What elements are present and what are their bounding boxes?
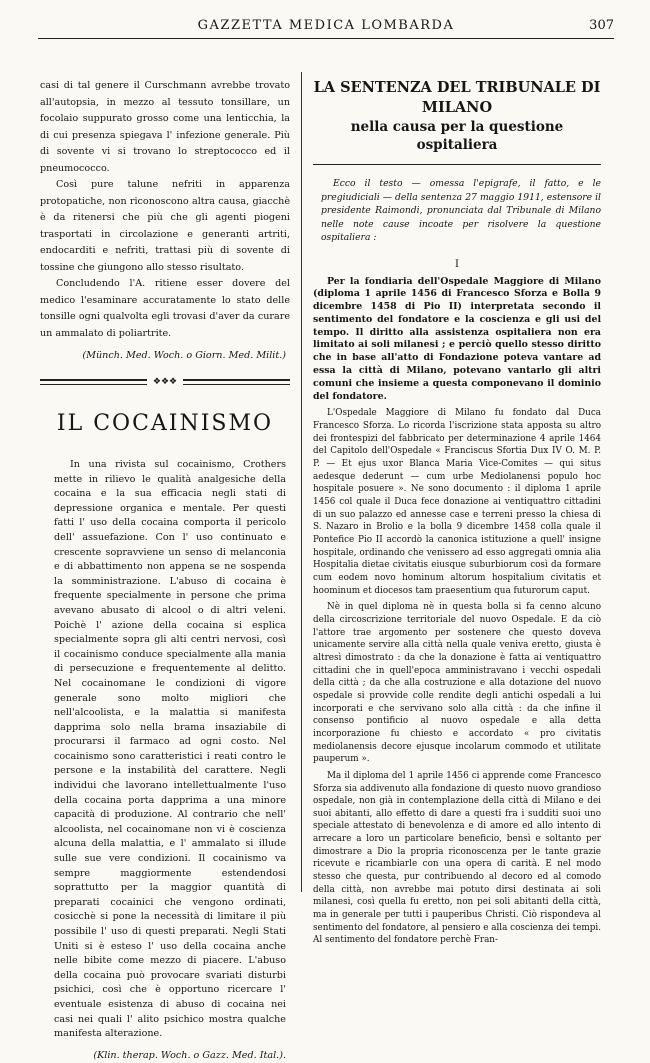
running-header (38, 6, 614, 46)
article-subtitle: nella causa per la questione ospitaliera (350, 119, 564, 153)
article-intro: Ecco il testo — omessa l'epigrafe, il fatto, e le pregiudiciali — della sentenza 27 maggio 1911, estensore il presidente Raimondi, pronunciata dal Tribunale di Milano nelle note cause incoate per risolvere la questione ospitaliera : (321, 178, 601, 243)
tonsil-paragraph-3: Concludendo l'A. ritiene esser dovere del medico l'esaminare accuratamente lo stato delle tonsille ogni qualvolta egli trovasi d'aver da curare un ammalato di poliartrite. (40, 278, 290, 339)
section-title-cocainismo: IL COCAINISMO (56, 411, 274, 436)
tonsil-paragraph-1: casi di tal genere il Curschmann avrebbe trovato all'autopsia, in mezzo al tessuto tonsillare, un focolaio suppurato grosso come una lenticchia, la di cui presenza spiegava l' infezione generale. Più di sovente vi si trovano lo streptococco ed il pneumococco. (40, 80, 290, 174)
right-column (313, 78, 601, 947)
source-citation-2: (Klin. therap. Woch. o Gazz. Med. Ital.). (93, 1049, 286, 1061)
ornamental-rule (40, 379, 290, 393)
source-citation-1: (Münch. Med. Woch. o Giorn. Med. Milit.) (82, 350, 286, 361)
body-paragraph-2: Nè in quel diploma nè in questa bolla si fa cenno alcuno della circoscrizione territoriale del nuovo Ospedale. E da ciò l'attore trae argomento per sostenere che questo doveva unicamente servire alla città nella quale veniva eretto, giusta è altresì dimostrato : da che la donazione è fatta ai ventiquattro cittadini che in quell'epoca amministravano i vecchi ospedali della città ; da che alla costruzione e alla dotazione del nuovo ospedale si provvide colle rendite degli antichi ospedali a lui incorporati e che servivano solo alla città : da che infine il consenso pontificio al nuovo ospedale e alla detta incorporazione fu chiesto e accordato « pro civitatis mediolanensis decore ejusque incolarum commodo et utilitate pauperum ». (313, 602, 601, 765)
page-number: 307 (589, 18, 614, 33)
section-number: I (455, 258, 459, 270)
journal-title: GAZZETTA MEDICA LOMBARDA (197, 18, 455, 33)
header-rule (38, 38, 614, 39)
left-column (40, 78, 290, 1063)
body-paragraph-3: Ma il diploma del 1 aprile 1456 ci apprende come Francesco Sforza sia addivenuto alla fondazione di questo nuovo grandioso ospedale, non già in contemplazione della città di Milano e dei suoi abitanti, allo effetto di dare a questi fra i sudditi suoi uno speciale attestato di benevolenza e di amore ed allo intento di arrecare a loro un particolare beneficio, bensì e soltanto per dimostrare a Dio la propria riconoscenza per le tante grazie ricevute e ricambiarle con una opera di carità. E nel modo stesso che questa, pur contribuendo al decoro ed al comodo della città, non avrebbe mai potuto dirsi destinata ai soli milanesi, così quella fu eretto, non pei soli abitanti della città, ma in generale per tutti i pauperibus Christi. Ciò rispondeva al sentimento del fondatore, al pensiero e alla coscienza dei tempi. Al sentimento del fondatore perchè Fran- (313, 770, 601, 946)
ornament-icon: ❖❖❖ (147, 378, 183, 388)
tonsil-paragraph-2: Così pure talune nefriti in apparenza protopatiche, non riconoscono altra causa, giacchè è da ritenersi che più che gli agenti piogeni trasportati in circolazione e generanti artriti, endocarditi e nefriti, trattasi più di sovente di tossine che giungono allo stesso risultato. (40, 179, 290, 273)
summary-bold-paragraph: Per la fondiaria dell'Ospedale Maggiore di Milano (diploma 1 aprile 1456 di Francesco Sforza e Bolla 9 dicembre 1458 di Pio II) interpretata secondo il sentimento del fondatore e la coscienza e gli usi del tempo. Il diritto alla assistenza ospitaliera non era limitato ai soli milanesi ; e perciò quello stesso diritto che in base all'atto di Fondazione poteva vantare ad essa la città di Milano, potevano vantarlo gli altri comuni che insieme a questa componevano il dominio del fondatore. (313, 275, 601, 402)
column-divider (301, 72, 302, 892)
article-title: LA SENTENZA DEL TRIBUNALE DI MILANO (313, 79, 601, 116)
title-rule (313, 164, 601, 165)
body-paragraph-1: L'Ospedale Maggiore di Milano fu fondato dal Duca Francesco Sforza. Lo ricorda l'iscrizione stata apposta su altro dei frontespizi del fabbricato per determinazione 4 aprile 1464 del Capitolo dell'Ospedale « Franciscus Sfortia Dux IV O. M. P. P. — Et ejus uxor Blanca Maria Vice-Comites — qui situs aedesque dederunt — cum urbe Mediolanensi populo hoc hospitale posuere ». Ne sono documento : il diploma 1 aprile 1456 col quale il Duca fece donazione ai ventiquattro cittadini di un suo palazzo ed annesse case e terreni presso la chiesa di S. Nazaro in Brolio e la bolla 9 dicembre 1458 colla quale il Pontefice Pio II accordò la canonica istituzione a quell' insigne hospitale, ordinando che venissero ad esso aggregati omnia alia Hospitalia dietae civitatis eiusque suburbiorum così da formare cum eodem novo hominum altorum hospitalium civitatis et hoominum et diocesos tam praesentium qua futurorum caput. (313, 408, 601, 596)
cocainismo-article: In una rivista sul cocainismo, Crothers mette in rilievo le qualità analgesiche della cocaina e la sua efficacia negli stati di depressione organica e mentale. Per questi fatti l' uso della cocaina comporta il pericolo dell' assuefazione. Con l' uso continuato e crescente sopravviene un senso di melanconia e di abbattimento non appena se ne sospenda la somministrazione. L'abuso di cocaina è frequente specialmente in persone che prima avevano abusato di alcool o di altri veleni. Poichè l' azione della cocaina si esplica specialmente sopra gli alti centri nervosi, così il cocainismo conduce specialmente alla mania di persecuzione e frequentemente al delitto. Nel cocainomane le condizioni di vigore generale sono molto migliori che nell'alcoolista, e la malattia si manifesta dapprima solo nella brama insaziabile di procurarsi il farmaco ad ogni costo. Nel cocainismo sono caratteristici i reati contro le persone e la instabilità del carattere. Negli individui che lavorano intellettualmente l'uso della cocaina porta dapprima a una minore capacità di produzione. Al contrario che nell' alcoolista, nel cocainomane non vi è coscienza alcuna della malattia, e l' ammalato si illude sulle sue vere condizioni. Il cocainismo va sempre maggiormente estendendosi soprattutto per la maggior quantità di preparati cocainici che vengono ordinati, cosicchè si pone la necessità di limitare il più possibile l' uso di questi preparati. Negli Stati Uniti si è esteso l' uso della cocaina anche nelle bibite come mezzo di piacere. L'abuso della cocaina può provocare svariati disturbi psichici, così che è opportuno ricercare l' eventuale esistenza di abuso di cocaina nei casi nei quali l' alito psichico mostra qualche manifesta alterazione. (54, 459, 286, 1040)
